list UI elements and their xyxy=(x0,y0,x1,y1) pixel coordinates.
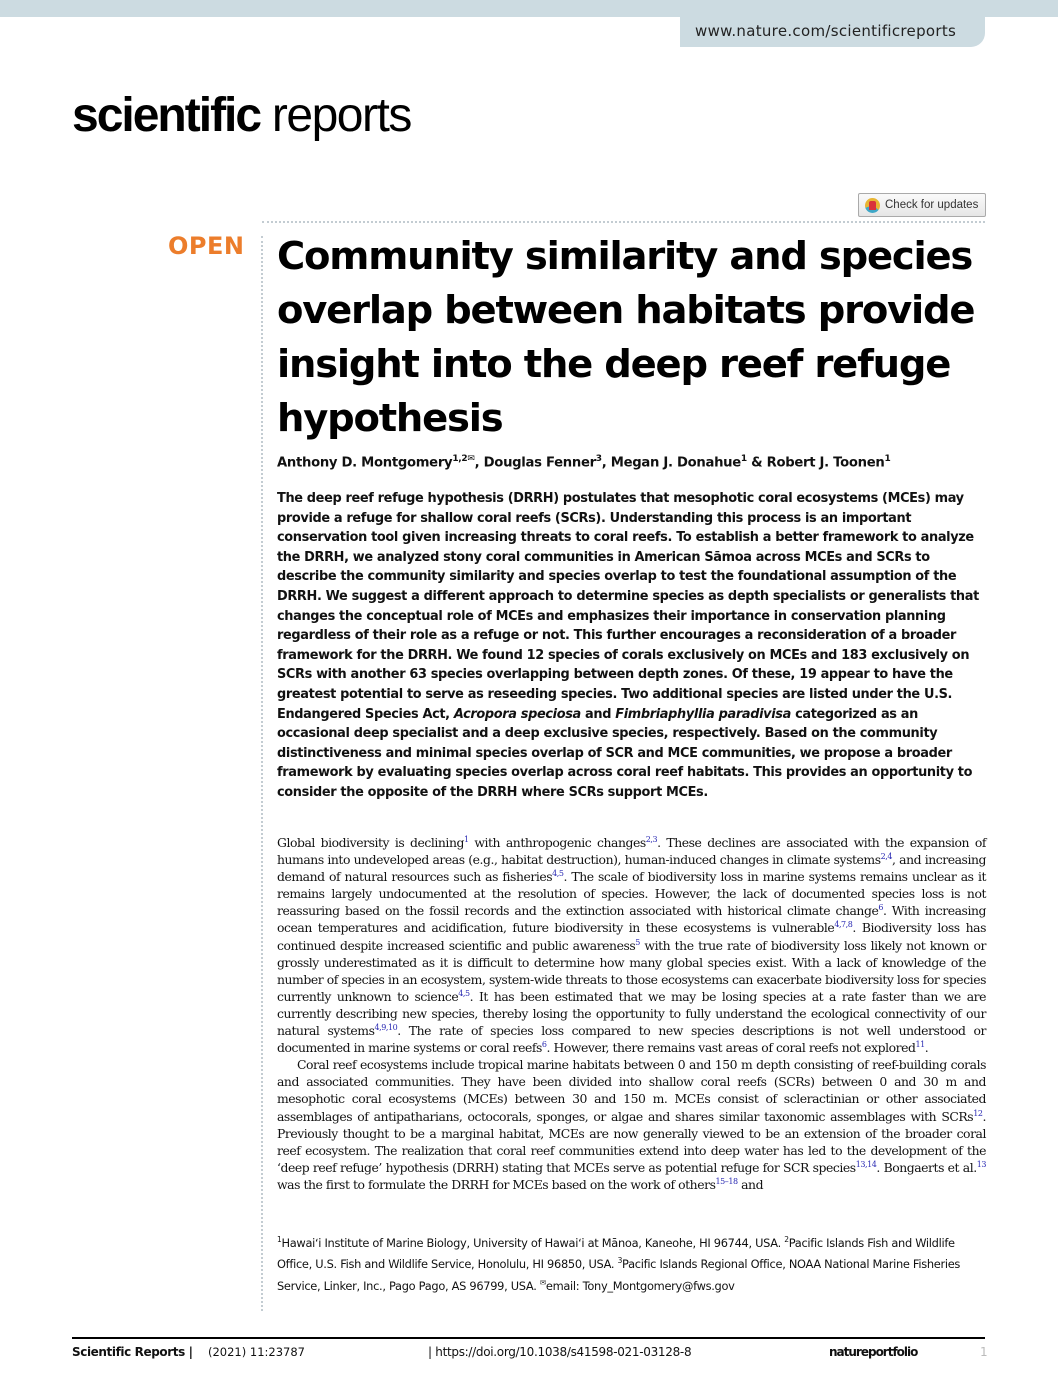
footer-citation: (2021) 11:23787 xyxy=(208,1345,305,1359)
affiliations xyxy=(277,1231,987,1295)
reference-link[interactable]: 13,14 xyxy=(855,1159,877,1169)
reference-link[interactable]: 12 xyxy=(973,1108,983,1118)
page-number: 1 xyxy=(980,1345,988,1359)
nature-portfolio-logo: natureportfolio xyxy=(829,1345,918,1359)
affiliation-text: Hawaiʻi Institute of Marine Biology, University of Hawaiʻi at Mānoa, Kaneohe, HI 96744, USA. xyxy=(281,1235,785,1250)
author-affiliation-ref: 3 xyxy=(595,454,602,464)
journal-url[interactable]: www.nature.com/scientificreports xyxy=(695,22,957,40)
abstract-conjunction: and xyxy=(580,706,616,722)
reference-link[interactable]: 15–18 xyxy=(715,1176,738,1186)
reference-link[interactable]: 5 xyxy=(635,937,640,947)
reference-link[interactable]: 6 xyxy=(878,903,883,913)
abstract-text-1: The deep reef refuge hypothesis (DRRH) postulates that mesophotic coral ecosystems (MCEs) may provide a refuge for shallow coral reefs (SCRs). Understanding this process is an important conservation tool given increasing threats to coral reefs. To establish a better framework to analyze the DRRH, we analyzed stony coral communities in American Sāmoa across MCEs and SCRs to describe the community similarity and species overlap to test the foundational assumption of the DRRH. We suggest a different approach to determine species as depth specialists or generalists that changes the conceptual role of MCEs and emphasizes their importance in conservation planning regardless of their role as a refuge or not. This further encourages a reconsideration of a broader framework for the DRRH. We found 12 species of corals exclusively on MCEs and 183 exclusively on SCRs with another 63 species overlapping between depth zones. Of these, 19 appear to have the greatest potential to serve as reseeding species. Two additional species are listed under the U.S. Endangered Species Act, xyxy=(277,491,979,722)
reference-link[interactable]: 4,5 xyxy=(552,869,564,879)
reference-link[interactable]: 13 xyxy=(976,1159,987,1169)
open-access-badge: OPEN xyxy=(168,232,245,260)
reference-link[interactable]: 4,5 xyxy=(458,988,470,998)
title-divider xyxy=(262,221,985,223)
check-for-updates-label: Check for updates xyxy=(885,199,979,211)
body-text xyxy=(277,834,986,1193)
crossmark-icon xyxy=(865,198,880,213)
affiliation-text: Pacific Islands Fish and Wildlife Office, U.S. Fish and Wildlife Service, Honolulu, HI 96850, USA. xyxy=(277,1235,955,1272)
abstract-text-2: categorized as an occasional deep specialist and a deep exclusive species, respectively. Based on the community distinctiveness and minimal species overlap of SCR and MCE communities, we propose a broader framework by evaluating species overlap across coral reef habitats. This provides an opportunity to consider the opposite of the DRRH where SCRs support MCEs. xyxy=(277,706,973,800)
reference-link[interactable]: 1 xyxy=(463,834,469,844)
abstract xyxy=(277,489,987,803)
reference-link[interactable]: 2,3 xyxy=(645,834,658,844)
reference-link[interactable]: 4,7,8 xyxy=(834,920,853,930)
author-name[interactable]: Anthony D. Montgomery xyxy=(277,455,453,471)
affiliation-number: 2 xyxy=(784,1235,789,1244)
reference-link[interactable]: 2,4 xyxy=(880,851,892,861)
body-paragraph: Global biodiversity is declining$^1$ with anthropogenic changes$^{2,3}$. These declines are associated with the expansion of humans into undeveloped areas (e.g., habitat destruction), human-induced changes in climate systems$^{2,4}$, and increasing demand of natural resources such as fisheries$^{4,5}$. The scale of biodiversity loss in marine systems remains unclear as it remains largely undocumented at the resolution of species. However, the lack of documented species loss is not reassuring based on the fossil records and the extinction associated with historical climate change$^6$. With increasing ocean temperatures and acidification, future biodiversity in these ecosystems is vulnerable$^{4,7,8}$. Biodiversity loss has continued despite increased scientific and public awareness$^5$ with the true rate of biodiversity loss likely not known or grossly underestimated as it is difficult to determine how many global species exist. With a lack of knowledge of the number of species in an ecosystem, system-wide threats to those ecosystems can exacerbate biodiversity loss for species currently unknown to science$^{4,5}$. It has been estimated that we may be losing species at a rate faster than we are currently describing new species, thereby losing the opportunity to fully understand the ecological connectivity of our natural systems$^{4,9,10}$. The rate of species loss compared to new species descriptions is not well understood or documented in marine systems or coral reefs$^6$. However, there remains vast areas of coral reefs not explored$^{11}$. xyxy=(277,834,986,1056)
affiliation-number: 3 xyxy=(617,1256,623,1266)
author-affiliation-ref: 1 xyxy=(884,454,891,464)
author-list: Anthony D. Montgomery$^{1,2✉}$, Douglas Fenner$^3$, Megan J. Donahue$^1$ & Robert J. Toonen$^1$ xyxy=(277,454,891,471)
affiliation-text: Pacific Islands Regional Office, NOAA National Marine Fisheries Service, Linker, Inc., Pago Pago, AS 96799, USA. xyxy=(277,1257,961,1293)
article-title: Community similarity and species overlap between habitats provide insight into the deep reef refuge hypothesis xyxy=(277,234,975,441)
journal-url-tab[interactable] xyxy=(680,17,985,47)
affiliation-number: 1 xyxy=(277,1235,282,1244)
email-icon: ✉ xyxy=(539,1277,546,1287)
author-affiliation-ref: 1 xyxy=(740,454,747,464)
footer-rule xyxy=(72,1337,985,1339)
logo-bold: scientific xyxy=(72,89,261,142)
email-icon[interactable]: ✉ xyxy=(467,454,475,464)
footer-doi-link[interactable]: | https://doi.org/10.1038/s41598-021-03128-8 xyxy=(428,1345,692,1359)
reference-link[interactable]: 4,9,10 xyxy=(374,1022,398,1032)
author-name[interactable]: Douglas Fenner xyxy=(483,455,596,471)
reference-link[interactable]: 6 xyxy=(541,1040,547,1049)
reference-link[interactable]: 11 xyxy=(915,1040,925,1049)
logo-light: reports xyxy=(271,89,411,142)
author-affiliation-ref: 1,2✉ xyxy=(452,454,475,464)
journal-logo xyxy=(72,89,411,142)
species-name: Acropora speciosa xyxy=(453,706,581,722)
body-paragraph: Coral reef ecosystems include tropical marine habitats between 0 and 150 m depth consisting of reef-building corals and associated communities. They have been divided into shallow coral reefs (SCRs) between 0 and 30 m and mesophotic coral ecosystems (MCEs) between 30 and 150 m. MCEs consist of scleractinian or other associated assemblages of antipatharians, octocorals, sponges, or algae and shares similar taxonomic assemblages with SCRs$^{12}$. Previously thought to be a marginal habitat, MCEs are now generally viewed to be an extension of the broader coral reef ecosystem. The realization that coral reef communities extend into deep water has led to the development of the ‘deep reef refuge’ hypothesis (DRRH) stating that MCEs serve as potential refuge for SCR species$^{13,14}$. Bongaerts et al.$^{13}$ was the first to formulate the DRRH for MCEs based on the work of others$^{15-18}$ and xyxy=(277,1057,987,1192)
footer-journal: Scientific Reports | xyxy=(72,1345,193,1359)
author-name[interactable]: Robert J. Toonen xyxy=(766,455,885,471)
check-for-updates-button[interactable] xyxy=(858,193,986,217)
header-band xyxy=(0,0,1058,17)
author-name[interactable]: Megan J. Donahue xyxy=(610,455,741,471)
corresponding-email[interactable]: email: Tony_Montgomery@fws.gov xyxy=(545,1278,735,1293)
species-name: Fimbriaphyllia paradivisa xyxy=(615,706,791,722)
margin-divider xyxy=(261,236,263,1311)
